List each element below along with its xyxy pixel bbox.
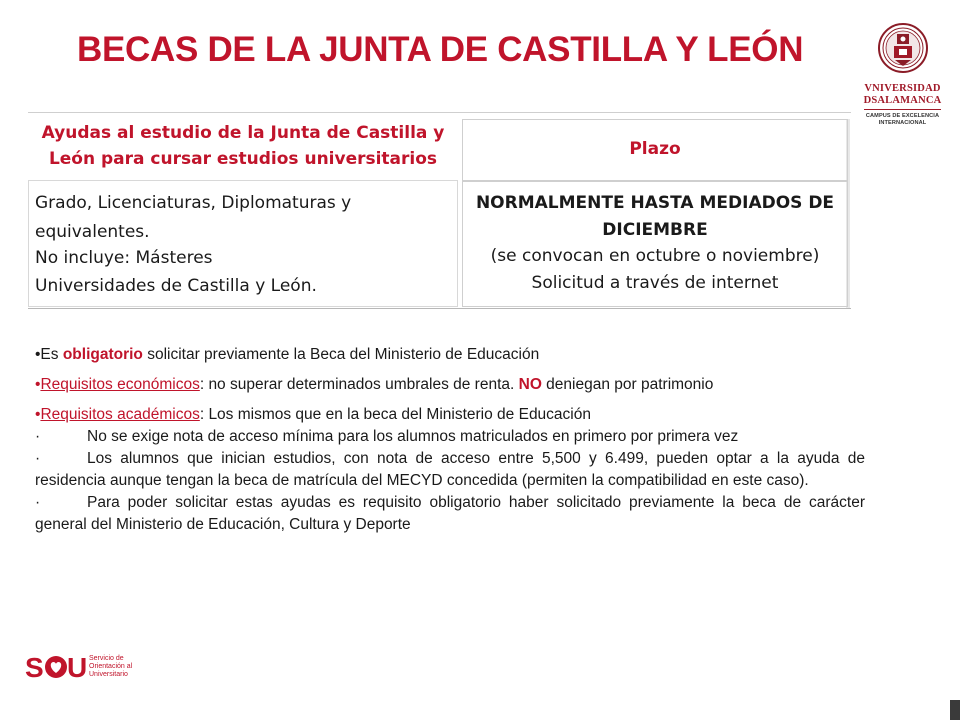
academic-requirements-link[interactable]: Requisitos académicos — [40, 406, 200, 423]
table-body-right — [462, 189, 848, 297]
sub-item-text: Para poder solicitar estas ayudas es requisito obligatorio haber solicitado previamente la beca de carácter general del Ministerio de Educación, Cultura y Deporte — [35, 494, 865, 533]
sou-heart-icon — [44, 655, 68, 679]
no-emphasis: NO — [518, 376, 542, 393]
campus-label-line2: INTERNACIONAL — [878, 120, 927, 126]
sou-logo-u: U — [67, 652, 88, 683]
slide-corner-mark — [950, 700, 960, 720]
deadline-line2: DICIEMBRE — [602, 220, 708, 240]
sou-logo-text — [89, 655, 132, 679]
table-body-left — [35, 189, 351, 302]
sub-item-no-minimum-grade — [35, 426, 865, 448]
obligatory-emphasis: obligatorio — [62, 346, 143, 363]
table-left-line: equivalentes. — [35, 221, 150, 242]
table-left-line: Grado, Licenciaturas, Diplomaturas y — [35, 193, 352, 213]
university-name-line1: VNIVERSIDAD — [864, 83, 941, 94]
table-header-left — [28, 120, 458, 172]
requirements-content — [35, 344, 865, 536]
bullet-marker: • — [35, 376, 41, 393]
table-header-left-line1: Ayudas al estudio de la Junta de Castilla y — [41, 123, 445, 143]
sub-bullet: · — [35, 428, 41, 445]
university-seal-icon — [878, 20, 928, 80]
sou-text-line: Universitario — [89, 671, 128, 678]
sub-item-text: No se exige nota de acceso mínima para los alumnos matriculados en primero por primera vez — [87, 428, 739, 445]
table-header-right: Plazo — [629, 139, 681, 159]
sou-text-line: Servicio de — [89, 655, 124, 662]
sub-item-residence-aid — [35, 448, 865, 492]
sub-bullet: · — [35, 450, 41, 467]
university-logo-divider — [864, 109, 941, 110]
economic-requirements-link[interactable]: Requisitos económicos — [40, 376, 200, 393]
sou-logo — [25, 652, 165, 688]
sub-item-text: Los alumnos que inician estudios, con nota de acceso entre 5,500 y 6.499, pueden optar a la ayuda de residencia aunque tengan la beca de matrícula del MECYD concedida (permiten la compatibilidad en este caso). — [35, 450, 865, 489]
campus-label-line1: CAMPUS DE EXCELENCIA — [865, 113, 940, 119]
deadline-note: (se convocan en octubre o noviembre) — [490, 246, 820, 266]
university-logo — [860, 20, 945, 130]
bullet-text: : no superar determinados umbrales de renta. — [199, 376, 519, 393]
bullet-academic-requirements — [35, 404, 865, 426]
page-title: BECAS DE LA JUNTA DE CASTILLA Y LEÓN — [77, 30, 804, 69]
sou-logo-s: S — [25, 652, 44, 683]
table-left-line: Universidades de Castilla y León. — [35, 276, 317, 296]
table-bottom-rule — [28, 308, 851, 309]
scholarship-table — [28, 112, 851, 308]
table-top-rule — [28, 112, 851, 113]
bullet-marker: • — [35, 406, 41, 423]
bullet-text: : Los mismos que en la beca del Ministerio de Educación — [199, 406, 591, 423]
bullet-economic-requirements — [35, 374, 865, 396]
sou-text-line: Orientación al — [89, 663, 133, 670]
application-note: Solicitud a través de internet — [531, 273, 779, 293]
deadline-line1: NORMALMENTE HASTA MEDIADOS DE — [475, 193, 835, 213]
table-header-left-line2: León para cursar estudios universitarios — [48, 149, 438, 169]
bullet-obligatory — [35, 344, 865, 366]
sub-bullet: · — [35, 494, 41, 511]
bullet-text: solicitar previamente la Beca del Ministerio de Educación — [142, 346, 540, 363]
bullet-prefix: •Es — [35, 346, 63, 363]
table-left-line: No incluye: Másteres — [35, 248, 213, 268]
bullet-text: deniegan por patrimonio — [541, 376, 714, 393]
sub-item-prior-application — [35, 492, 865, 536]
university-name-line2: DSALAMANCA — [863, 95, 942, 106]
